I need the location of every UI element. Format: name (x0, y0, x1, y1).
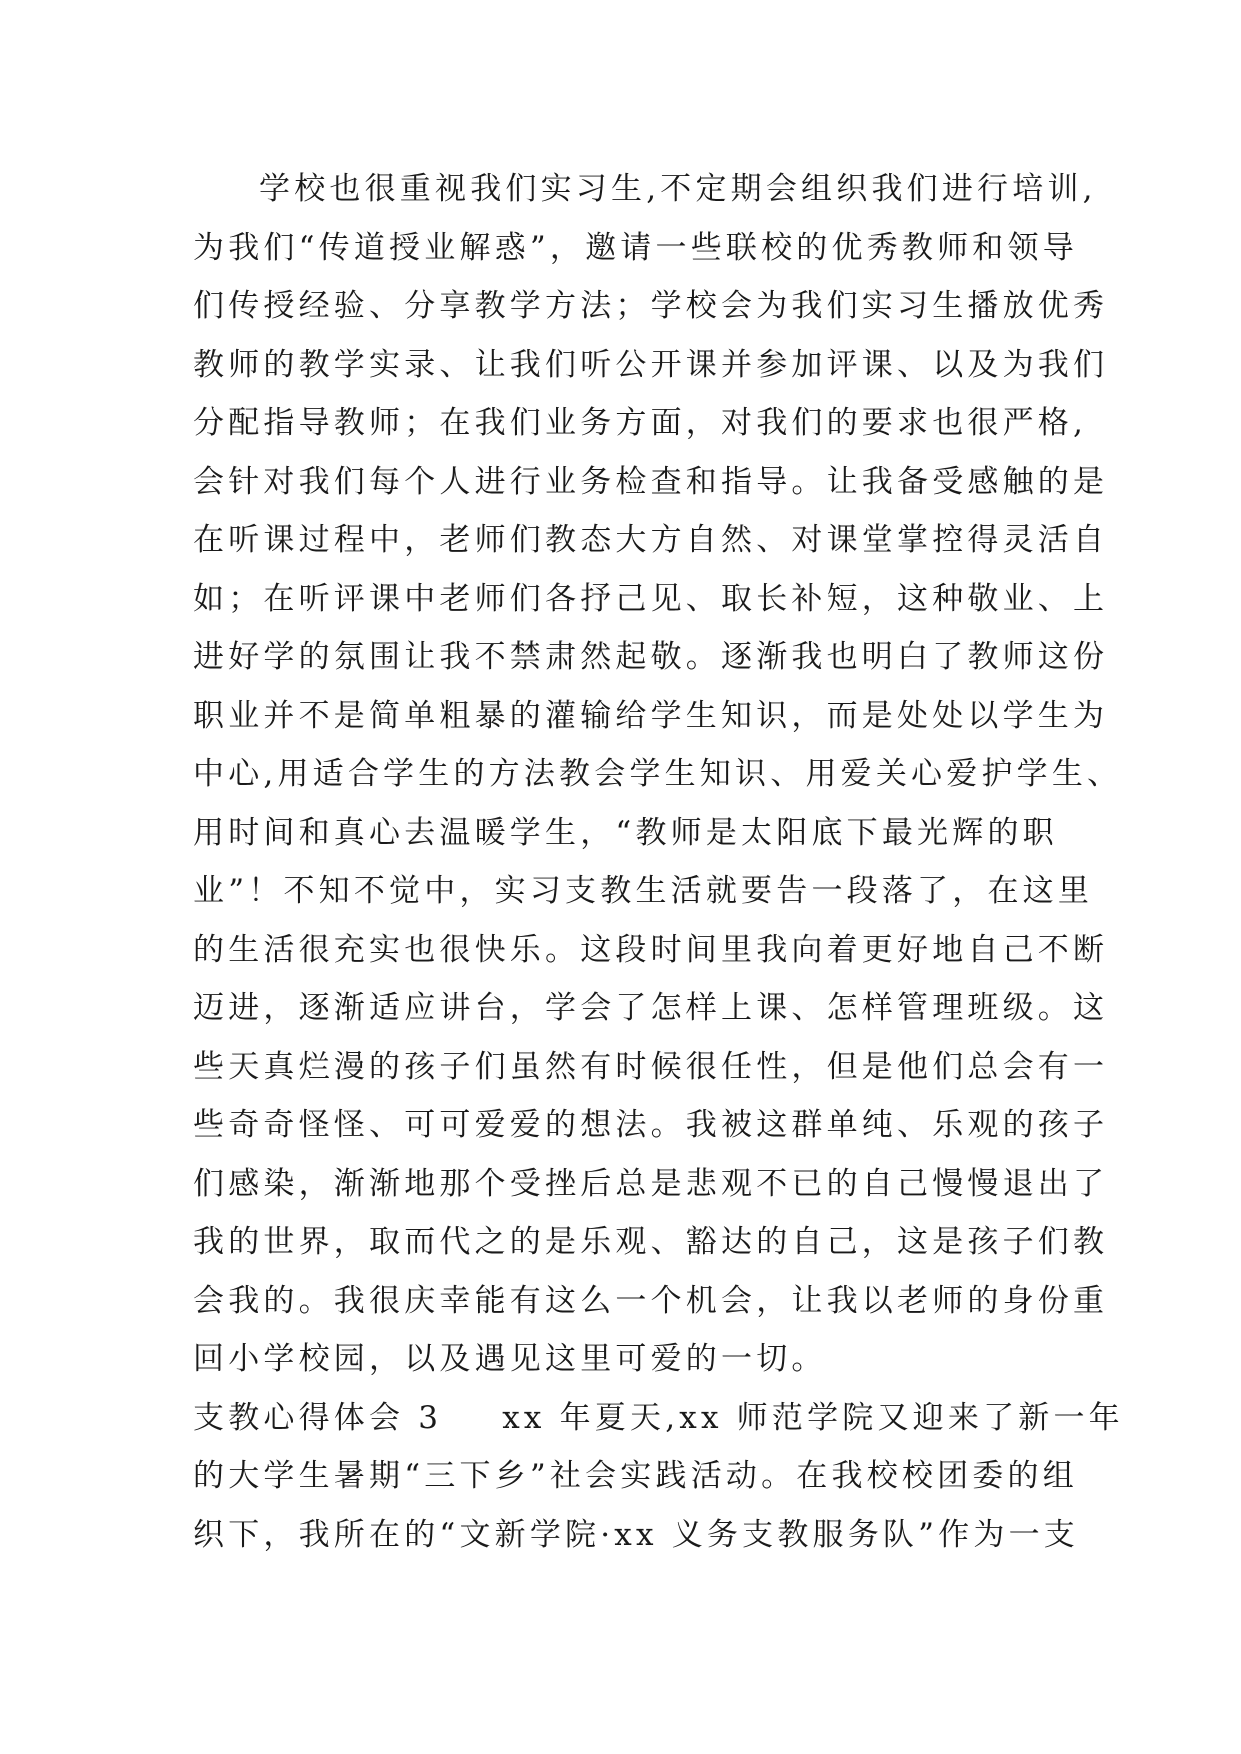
paragraph-line: 些奇奇怪怪、可可爱爱的想法。我被这群单纯、乐观的孩子 (193, 1107, 1109, 1143)
paragraph-line: 的生活很充实也很快乐。这段时间里我向着更好地自己不断 (193, 931, 1109, 968)
paragraph-line: 回小学校园，以及遇见这里可爱的一切。 (193, 1341, 827, 1377)
paragraph-line: 我的世界，取而代之的是乐观、豁达的自己，这是孩子们教 (193, 1224, 1109, 1260)
paragraph-line: 用时间和真心去温暖学生，“教师是太阳底下最光辉的职 (193, 814, 1058, 851)
paragraph-line: 为我们“传道授业解惑”，邀请一些联校的优秀教师和领导 (193, 229, 1078, 266)
document-body (193, 160, 1124, 1564)
paragraph-line: 些天真烂漫的孩子们虽然有时候很任性，但是他们总会有一 (193, 1048, 1109, 1085)
paragraph-line: 的大学生暑期“三下乡”社会实践活动。在我校校团委的组 (193, 1458, 1078, 1494)
paragraph-line: 迈进，逐渐适应讲台，学会了怎样上课、怎样管理班级。这 (193, 990, 1109, 1026)
paragraph-line: 教师的教学实录、让我们听公开课并参加评课、以及为我们 (193, 346, 1109, 383)
section-first-line: xx 年夏天,xx 师范学院又迎来了新一年 (502, 1399, 1124, 1436)
paragraph-line: 进好学的氛围让我不禁肃然起敬。逐渐我也明白了教师这份 (193, 639, 1109, 675)
paragraph-line: 业”！不知不觉中，实习支教生活就要告一段落了，在这里 (193, 873, 1094, 909)
paragraph-line: 中心,用适合学生的方法教会学生知识、用爱关心爱护学生、 (193, 756, 1123, 792)
paragraph-line: 学校也很重视我们实习生,不定期会组织我们进行培训, (259, 171, 1097, 207)
paragraph-line: 们感染，渐渐地那个受挫后总是悲观不已的自己慢慢退出了 (193, 1165, 1109, 1202)
paragraph-line: 会我的。我很庆幸能有这么一个机会，让我以老师的身份重 (193, 1282, 1109, 1319)
section-title: 支教心得体会 3 (193, 1399, 443, 1436)
paragraph-line: 会针对我们每个人进行业务检查和指导。让我备受感触的是 (193, 463, 1109, 500)
paragraph-line: 职业并不是简单粗暴的灌输给学生知识，而是处处以学生为 (193, 697, 1109, 734)
section-heading-line (193, 1389, 1124, 1448)
paragraph-line: 分配指导教师；在我们业务方面，对我们的要求也很严格, (193, 405, 1088, 441)
paragraph-line: 们传授经验、分享教学方法；学校会为我们实习生播放优秀 (193, 288, 1109, 324)
paragraph-line: 织下，我所在的“文新学院·xx 义务支教服务队”作为一支 (193, 1516, 1079, 1553)
paragraph-line: 如；在听评课中老师们各抒己见、取长补短，这种敬业、上 (193, 580, 1109, 617)
paragraph-line: 在听课过程中，老师们教态大方自然、对课堂掌控得灵活自 (193, 522, 1109, 558)
